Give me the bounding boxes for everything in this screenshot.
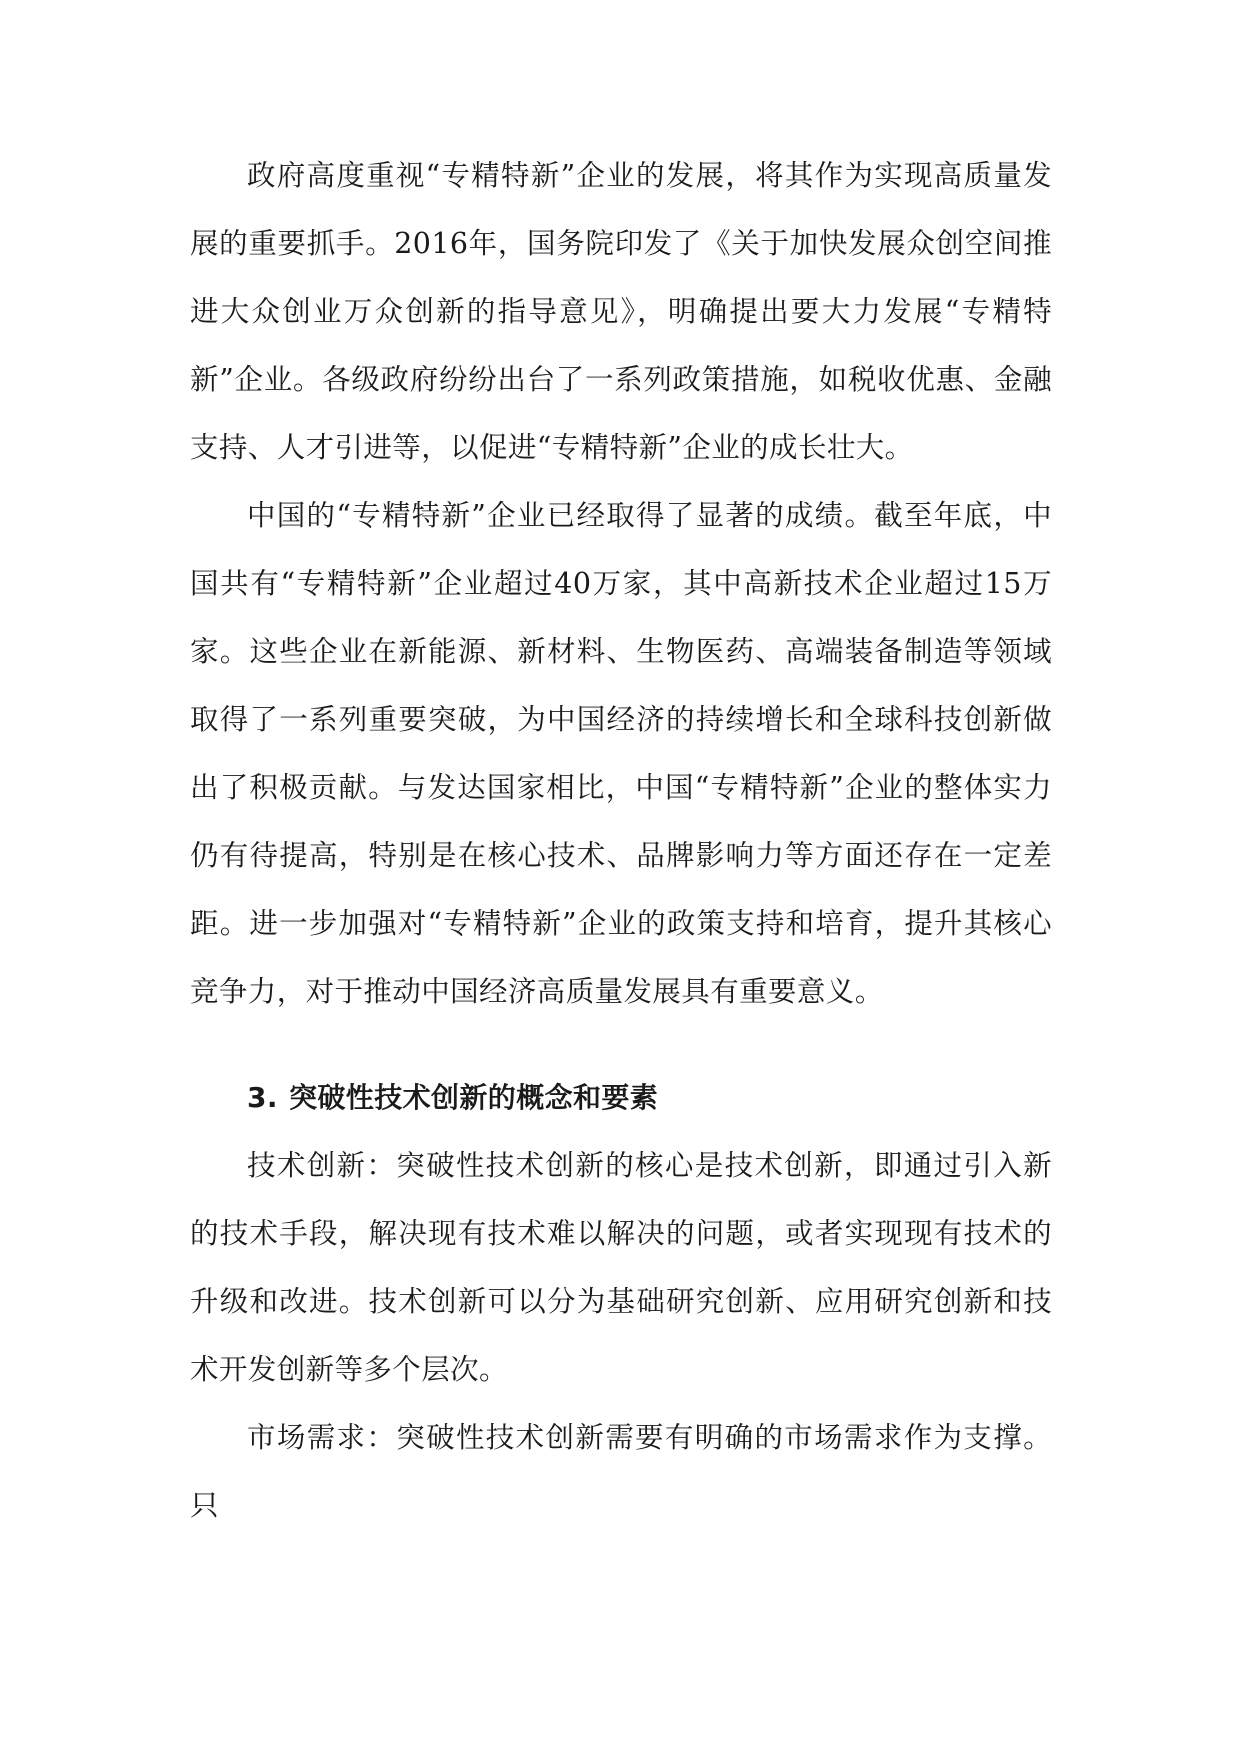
section-title: 突破性技术创新的概念和要素 xyxy=(289,1081,659,1114)
paragraph-achievements: 中国的“专精特新”企业已经取得了显著的成绩。截至年底，中国共有“专精特新”企业超过40万家，其中高新技术企业超过15万家。这些企业在新能源、新材料、生物医药、高端装备制造等领域取得了一系列重要突破，为中国经济的持续增长和全球科技创新做出了积极贡献。与发达国家相比，中国“专精特新”企业的整体实力仍有待提高，特别是在核心技术、品牌影响力等方面还存在一定差距。进一步加强对“专精特新”企业的政策支持和培育，提升其核心竞争力，对于推动中国经济高质量发展具有重要意义。 xyxy=(190,499,1052,1008)
paragraph-technology-innovation: 技术创新：突破性技术创新的核心是技术创新，即通过引入新的技术手段，解决现有技术难以解决的问题，或者实现现有技术的升级和改进。技术创新可以分为基础研究创新、应用研究创新和技术开发创新等多个层次。 xyxy=(190,1149,1052,1386)
document-body xyxy=(190,142,1052,1540)
paragraph-market-demand: 市场需求：突破性技术创新需要有明确的市场需求作为支撑。只 xyxy=(190,1421,1052,1522)
section-heading xyxy=(190,1064,1052,1132)
section-number: 3. xyxy=(247,1081,278,1114)
paragraph-policy-support: 政府高度重视“专精特新”企业的发展，将其作为实现高质量发展的重要抓手。2016年，国务院印发了《关于加快发展众创空间推进大众创业万众创新的指导意见》，明确提出要大力发展“专精特新”企业。各级政府纷纷出台了一系列政策措施，如税收优惠、金融支持、人才引进等，以促进“专精特新”企业的成长壮大。 xyxy=(190,159,1052,464)
